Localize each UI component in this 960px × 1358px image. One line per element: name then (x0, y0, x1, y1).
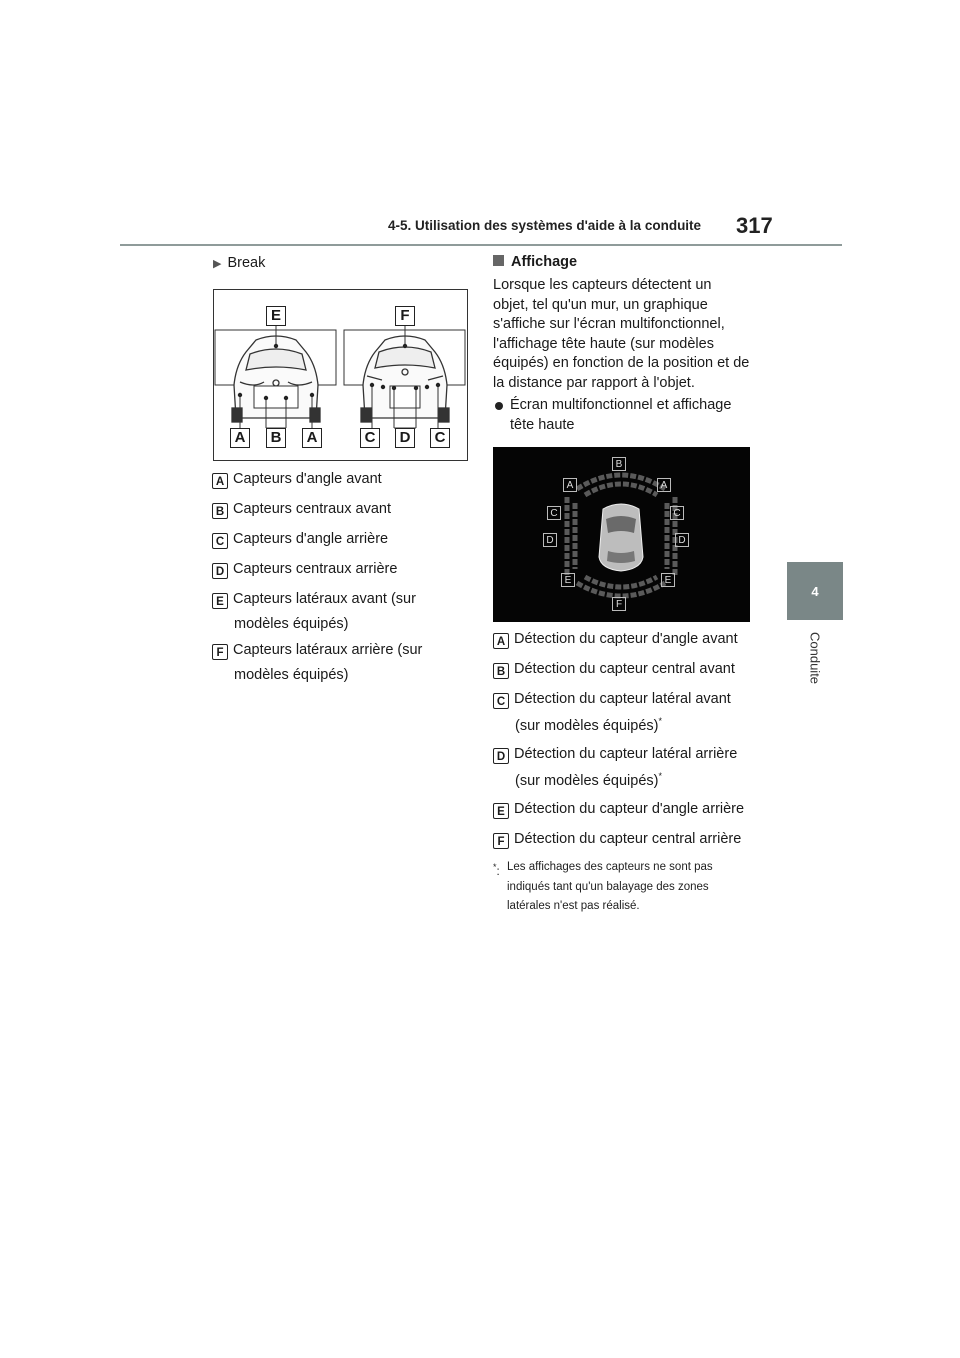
sensor-arc-display (493, 447, 750, 622)
legend-key: E (212, 593, 228, 609)
legend-item (212, 501, 391, 519)
legend-key: B (212, 503, 228, 519)
legend-text: Capteurs centraux arrière (233, 561, 398, 577)
bullet-line: Écran multifonctionnel et affichage (510, 397, 732, 413)
legend-text: Détection du capteur d'angle avant (514, 631, 738, 647)
footnote-star: * (493, 862, 497, 872)
display-bullet (493, 396, 753, 435)
diagram-label-c-left: C (360, 428, 380, 448)
display-label-e-right: E (661, 573, 675, 587)
legend-text-cont-text: (sur modèles équipés) (515, 772, 659, 789)
diagram-label-a-left: A (230, 428, 250, 448)
legend-item (493, 831, 741, 849)
legend-key: A (212, 473, 228, 489)
footnote-line: latérales n'est pas réalisé. (507, 900, 640, 912)
legend-item (212, 642, 422, 683)
paragraph-line: s'affiche sur l'écran multifonctionnel, (493, 316, 725, 332)
diagram-label-e: E (266, 306, 286, 326)
display-label-d-left: D (543, 533, 557, 547)
paragraph-line: la distance par rapport à l'objet. (493, 374, 695, 391)
legend-text: Capteurs d'angle arrière (233, 531, 389, 547)
legend-item (493, 801, 744, 819)
header-rule (120, 244, 842, 246)
legend-text: Détection du capteur latéral avant (514, 691, 731, 707)
chapter-label-text: Conduite (807, 632, 823, 685)
paragraph-line: Lorsque les capteurs détectent un (493, 277, 712, 293)
legend-text: Capteurs centraux avant (233, 501, 391, 517)
chapter-label (787, 632, 843, 692)
footnote-marker: * (658, 771, 662, 781)
footnote-line: indiqués tant qu'un balayage des zones (507, 880, 709, 893)
legend-item (212, 531, 388, 549)
legend-item (493, 631, 738, 649)
legend-text: Capteurs latéraux arrière (sur (233, 642, 423, 658)
legend-key: E (493, 803, 509, 819)
round-bullet-icon (495, 402, 503, 410)
footnote-marker: * (658, 716, 662, 726)
affichage-paragraph (493, 276, 753, 393)
display-label-f: F (612, 597, 626, 611)
left-subheading (213, 254, 265, 275)
paragraph-line: équipés) en fonction de la position et de (493, 355, 750, 371)
legend-key: B (493, 663, 509, 679)
display-label-d-right: D (675, 533, 689, 547)
legend-key: F (493, 833, 509, 849)
diagram-label-f: F (395, 306, 415, 326)
legend-item (493, 746, 737, 789)
legend-text-cont: modèles équipés) (234, 616, 349, 632)
diagram-label-a-right: A (302, 428, 322, 448)
car-top-view-icon (599, 504, 643, 571)
display-label-a-right: A (657, 478, 671, 492)
legend-key: D (493, 748, 509, 764)
diagram-label-b: B (266, 428, 286, 448)
page-number: 317 (736, 213, 773, 238)
legend-key: C (493, 693, 509, 709)
legend-text-cont: modèles équipés) (234, 667, 349, 683)
paragraph-line: objet, tel qu'un mur, un graphique (493, 296, 708, 313)
legend-text: Détection du capteur latéral arrière (514, 746, 738, 762)
legend-item (493, 691, 731, 734)
display-label-c-left: C (547, 506, 561, 520)
display-label-e-left: E (561, 573, 575, 587)
footnote-mark (493, 858, 500, 882)
paragraph-line: l'affichage tête haute (sur modèles (493, 335, 714, 352)
legend-text-cont (515, 771, 737, 789)
legend-text: Détection du capteur central arrière (514, 831, 742, 847)
legend-text: Détection du capteur central avant (514, 661, 735, 677)
legend-key: D (212, 563, 228, 579)
bullet-line: tête haute (510, 416, 575, 433)
legend-key: F (212, 644, 228, 660)
rear-car-icon (361, 336, 449, 422)
triangle-bullet-icon: ▶ (213, 258, 222, 270)
legend-key: A (493, 633, 509, 649)
legend-key: C (212, 533, 228, 549)
legend-text-cont-text: (sur modèles équipés) (515, 717, 659, 734)
diagram-label-c-right: C (430, 428, 450, 448)
legend-item (493, 661, 735, 679)
section-heading (493, 254, 577, 270)
multi-information-display (493, 447, 750, 622)
legend-item (212, 561, 397, 579)
footnote-line: Les affichages des capteurs ne sont pas (507, 861, 713, 873)
square-bullet-icon (493, 255, 504, 266)
front-car-icon (232, 336, 320, 422)
chapter-tab: 4 (787, 562, 843, 620)
header-title: 4-5. Utilisation des systèmes d'aide à la conduite (388, 218, 702, 233)
display-label-a-left: A (563, 478, 577, 492)
left-subheading-text: Break (227, 255, 266, 271)
diagram-label-d: D (395, 428, 415, 448)
legend-item (212, 591, 416, 632)
legend-item (212, 471, 382, 489)
footnote-colon: : (496, 865, 500, 878)
legend-text: Capteurs latéraux avant (sur (233, 591, 416, 607)
display-label-c-right: C (670, 506, 684, 520)
sensor-location-diagram (213, 289, 468, 461)
display-label-b: B (612, 457, 626, 471)
legend-text: Capteurs d'angle avant (233, 471, 382, 487)
legend-text-cont (515, 716, 731, 734)
legend-text: Détection du capteur d'angle arrière (514, 801, 745, 817)
footnote (493, 858, 753, 917)
section-heading-text: Affichage (511, 254, 578, 270)
